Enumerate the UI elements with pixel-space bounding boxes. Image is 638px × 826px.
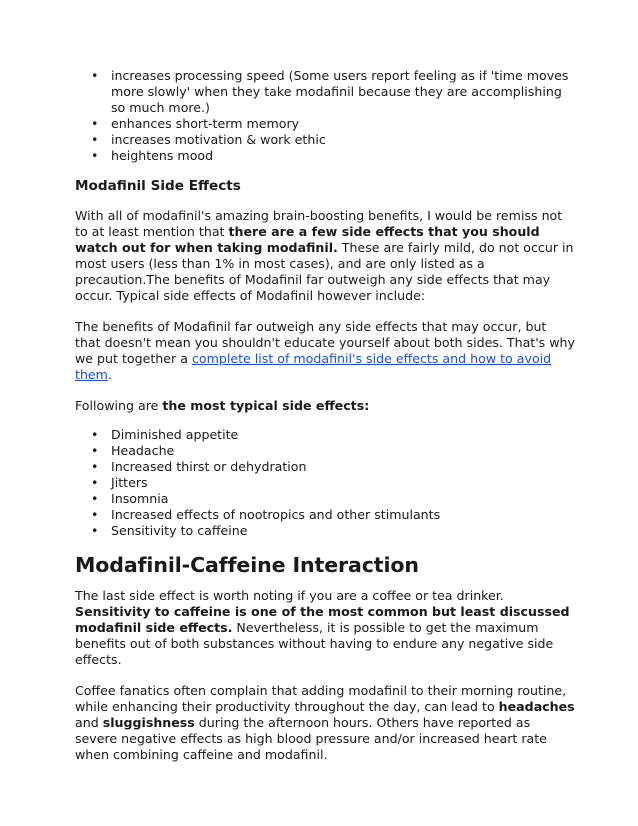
- side-effects-list-link[interactable]: complete list of modafinil's side effects and how to avoid them: [75, 351, 552, 382]
- list-item: • increases processing speed (Some users report feeling as if 'time moves more slowly' when they take modafinil because they are accomplishing so much more.): [111, 68, 575, 116]
- bold-text: sluggishness: [102, 715, 195, 730]
- caffeine-paragraph-1: [75, 588, 575, 668]
- side-effects-heading: Modafinil Side Effects: [75, 178, 241, 194]
- text-span: These are fairly mild, do not occur in most users (less than 1% in most cases), and are only listed as a precaution.The benefits of Modafinil far outweigh any side effects that may occur. Typical side effects of Modafinil however include:: [75, 240, 574, 303]
- list-item: • Headache: [111, 443, 575, 459]
- side-effects-paragraph-2: [75, 319, 575, 383]
- text-span: Nevertheless, it is possible to get the maximum benefits out of both substances without having to endure any negative side effects.: [75, 620, 554, 667]
- bold-text: there are a few side effects that you should watch out for when taking modafinil.: [75, 224, 540, 255]
- bold-text: Sensitivity to caffeine is one of the most common but least discussed modafinil side effects.: [75, 604, 570, 635]
- side-effects-list: [75, 427, 575, 539]
- list-item: • Sensitivity to caffeine: [111, 523, 575, 539]
- text-span: and: [75, 715, 103, 730]
- list-item: • enhances short-term memory: [111, 116, 575, 132]
- text-span: With all of modafinil's amazing brain-boosting benefits, I would be remiss not to at least mention that: [75, 208, 563, 239]
- list-item: • Increased effects of nootropics and other stimulants: [111, 507, 575, 523]
- text-span: during the afternoon hours. Others have reported as severe negative effects as high blood pressure and/or increased heart rate when combining caffeine and modafinil.: [75, 715, 547, 762]
- bold-text: headaches: [498, 699, 575, 714]
- benefits-list: [75, 68, 575, 164]
- list-item: • Jitters: [111, 475, 575, 491]
- text-span: Coffee fanatics often complain that adding modafinil to their morning routine, while enhancing their productivity throughout the day, can lead to: [75, 683, 567, 714]
- list-item: • Insomnia: [111, 491, 575, 507]
- caffeine-interaction-heading: Modafinil-Caffeine Interaction: [75, 553, 419, 577]
- side-effects-paragraph-1: [75, 208, 575, 304]
- text-span: .: [107, 367, 112, 382]
- document-page: [75, 68, 575, 763]
- list-item: • Diminished appetite: [111, 427, 575, 443]
- text-span: Following are: [75, 398, 163, 413]
- caffeine-paragraph-2: [75, 683, 575, 763]
- text-span: The benefits of Modafinil far outweigh any side effects that may occur, but that doesn't mean you shouldn't educate yourself about both sides. That's why we put together a: [75, 319, 575, 366]
- text-span: The last side effect is worth noting if you are a coffee or tea drinker.: [75, 588, 504, 603]
- list-item: • heightens mood: [111, 148, 575, 164]
- list-item: • Increased thirst or dehydration: [111, 459, 575, 475]
- bold-text: the most typical side effects:: [162, 398, 370, 413]
- side-effects-paragraph-3: [75, 398, 575, 414]
- list-item: • increases motivation & work ethic: [111, 132, 575, 148]
